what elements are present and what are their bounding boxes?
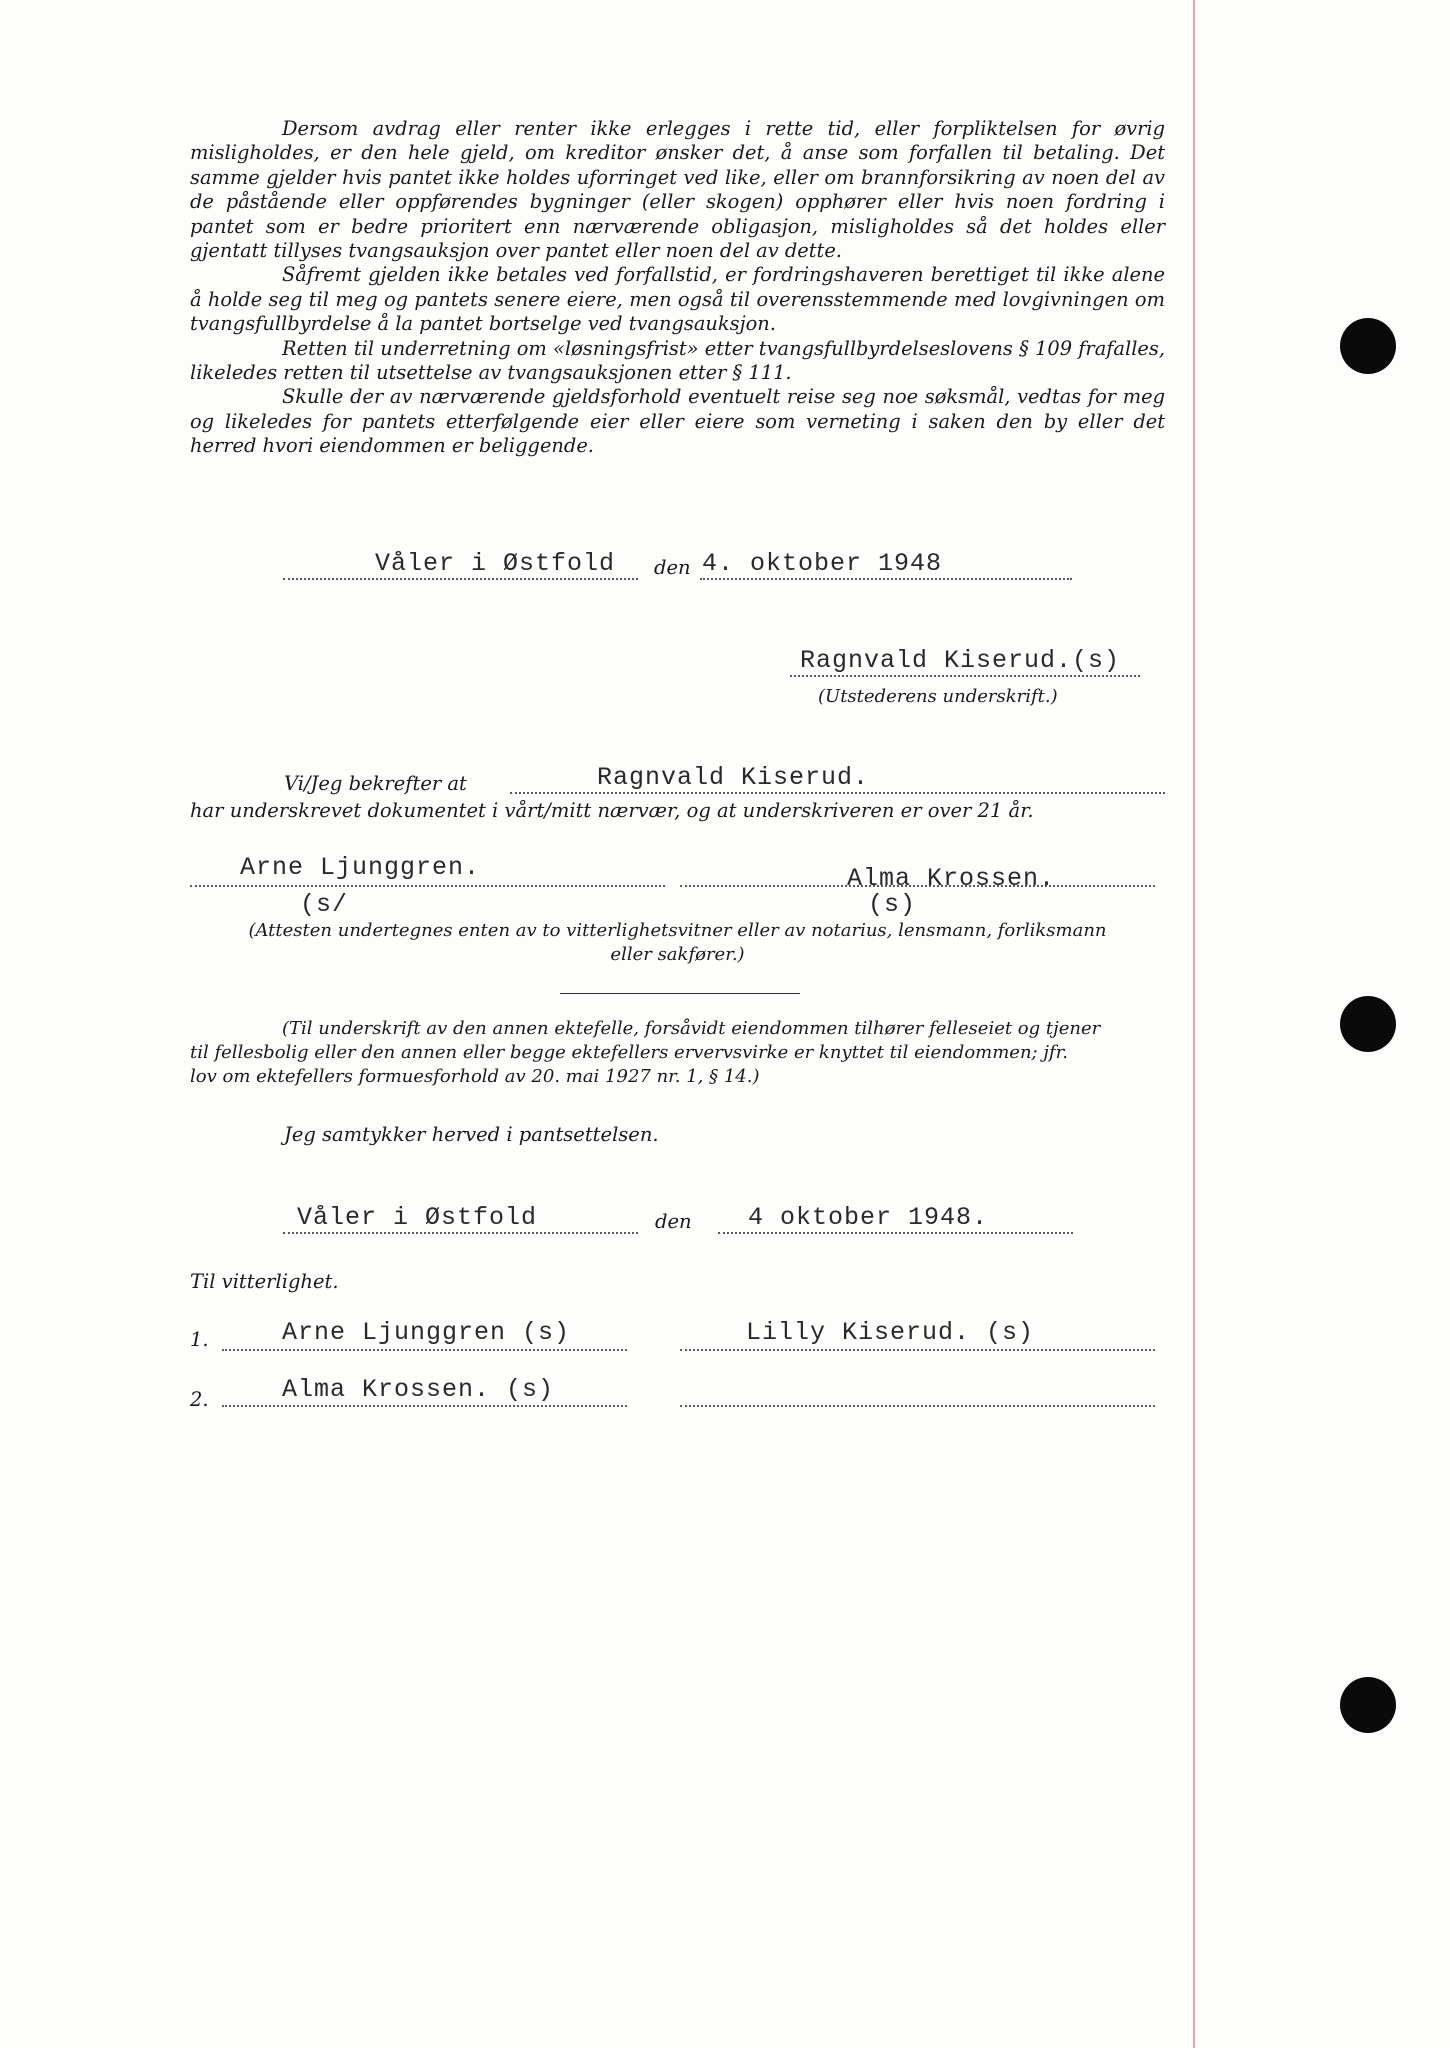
spouse-note: (Til underskrift av den annen ektefelle, forsåvidt eiendommen tilhører felleseiet og tjener (282, 1018, 1101, 1039)
attestation-note: eller sakfører.) (610, 944, 745, 965)
witness1-mark: (s/ (300, 890, 349, 919)
punch-hole (1340, 996, 1396, 1052)
confirmation-text: har underskrevet dokumentet i vårt/mitt nærvær, og at underskriveren er over 21 år. (190, 799, 1034, 822)
witness-row1-left-line (222, 1349, 627, 1351)
signature-dotted-line (790, 675, 1140, 677)
legal-paragraph: Skulle der av nærværende gjeldsforhold eventuelt reise seg noe søksmål, vedtas for meg og likeledes for pantets etterfølgende eier eller eiere som verneting i saken den by eller det herred hvori eiendommen er beliggende. (190, 385, 1165, 458)
witness1-dotted-line (190, 885, 665, 887)
confirmation-dotted-line (510, 792, 1165, 794)
spouse-den-label: den (655, 1210, 692, 1233)
margin-rule (1193, 0, 1195, 2048)
witness-row-number: 1. (190, 1328, 209, 1351)
den-label: den (654, 556, 691, 579)
place-dotted-line (283, 578, 638, 580)
issue-place: Våler i Østfold (375, 549, 616, 578)
confirmation-prefix: Vi/Jeg bekrefter at (284, 772, 467, 795)
witness2-mark: (s) (868, 890, 917, 919)
witness-heading: Til vitterlighet. (190, 1270, 339, 1293)
witness1-signature: Arne Ljunggren. (240, 853, 481, 882)
attestation-note: (Attesten undertegnes enten av to vitterlighetsvitner eller av notarius, lensmann, forliksmann (248, 920, 1107, 941)
spouse-place: Våler i Østfold (297, 1203, 538, 1232)
spouse-place-dotted-line (283, 1232, 638, 1234)
witness2-signature: Alma Krossen. (847, 864, 1056, 893)
consent-text: Jeg samtykker herved i pantsettelsen. (284, 1123, 659, 1146)
section-divider (560, 993, 800, 994)
witness-row1-left: Arne Ljunggren (s) (282, 1318, 571, 1347)
witness-row2-left: Alma Krossen. (s) (282, 1375, 555, 1404)
witness-row1-right: Lilly Kiserud. (s) (746, 1318, 1035, 1347)
punch-hole (1340, 1677, 1396, 1733)
issue-date: 4. oktober 1948 (702, 549, 943, 578)
witness-row2-right-line (680, 1405, 1155, 1407)
legal-terms (190, 117, 1165, 459)
punch-hole (1340, 318, 1396, 374)
date-dotted-line (700, 578, 1072, 580)
witness-row2-left-line (222, 1405, 627, 1407)
spouse-date-dotted-line (718, 1232, 1073, 1234)
legal-paragraph: Dersom avdrag eller renter ikke erlegges i rette tid, eller forpliktelsen for øvrig misligholdes, er den hele gjeld, om kreditor ønsker det, å anse som forfallen til betaling. Det samme gjelder hvis pantet ikke holdes uforringet ved like, eller om brannforsikring av noen del av de påstående eller oppførendes bygninger (eller skogen) opphører eller hvis noen fordring i pantet som er bedre prioritert enn nærværende obligasjon, misligholdes så det holdes eller gjentatt tillyses tvangsauksjon over pantet eller noen del av dette. (190, 117, 1165, 263)
legal-paragraph: Såfremt gjelden ikke betales ved forfallstid, er fordringshaveren berettiget til ikke alene å holde seg til meg og pantets senere eiere, men også til overensstemmende med lovgivningen om tvangsfullbyrdelse å la pantet bortselge ved tvangsauksjon. (190, 263, 1165, 336)
witness-row-number: 2. (190, 1388, 209, 1411)
issuer-signature: Ragnvald Kiserud.(s) (800, 646, 1121, 675)
issuer-caption: (Utstederens underskrift.) (818, 686, 1058, 707)
spouse-note: lov om ektefellers formuesforhold av 20. mai 1927 nr. 1, § 14.) (190, 1066, 760, 1087)
legal-paragraph: Retten til underretning om «løsningsfrist» etter tvangsfullbyrdelseslovens § 109 frafalles, likeledes retten til utsettelse av tvangsauksjonen etter § 111. (190, 336, 1165, 385)
spouse-date: 4 oktober 1948. (748, 1203, 989, 1232)
confirmed-signer: Ragnvald Kiserud. (597, 763, 870, 792)
spouse-note: til fellesbolig eller den annen eller begge ektefellers ervervsvirke er knyttet til eiendommen; jfr. (190, 1042, 1068, 1063)
witness-row1-right-line (680, 1349, 1155, 1351)
